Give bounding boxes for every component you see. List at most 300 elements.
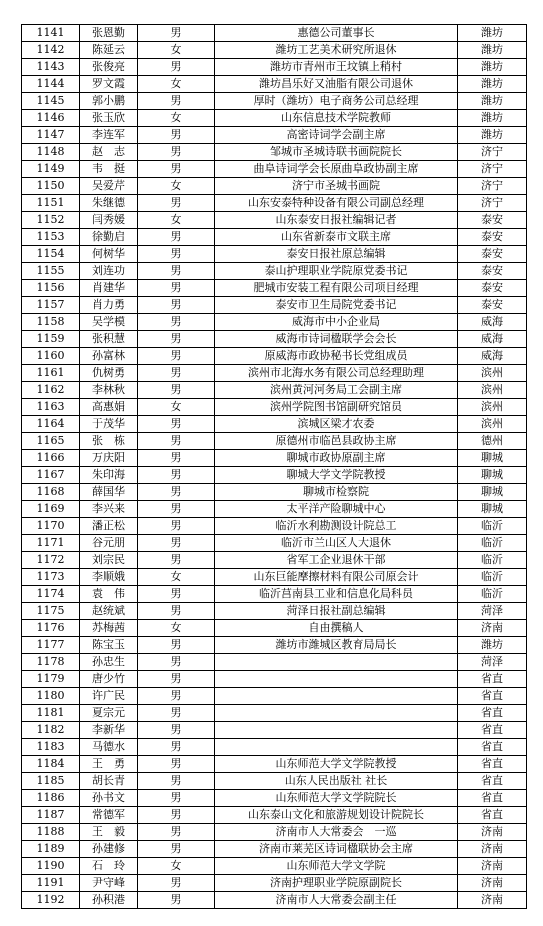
member-name: 马德水	[80, 739, 138, 756]
member-gender: 男	[138, 314, 215, 331]
member-region: 滨州	[458, 365, 527, 382]
member-region: 聊城	[458, 484, 527, 501]
member-unit: 滨州学院图书馆副研究馆员	[215, 399, 458, 416]
member-gender: 男	[138, 535, 215, 552]
member-region: 省直	[458, 807, 527, 824]
member-gender: 男	[138, 705, 215, 722]
member-region: 济宁	[458, 144, 527, 161]
member-unit: 原威海市政协秘书长党组成员	[215, 348, 458, 365]
member-gender: 女	[138, 76, 215, 93]
member-number: 1165	[22, 433, 80, 450]
table-row	[22, 807, 527, 824]
member-region: 济南	[458, 875, 527, 892]
member-number: 1158	[22, 314, 80, 331]
member-unit: 山东省新泰市文联主席	[215, 229, 458, 246]
member-unit: 潍坊昌乐好又油脂有限公司退休	[215, 76, 458, 93]
member-gender: 男	[138, 348, 215, 365]
member-region: 省直	[458, 705, 527, 722]
member-region: 聊城	[458, 501, 527, 518]
member-number: 1155	[22, 263, 80, 280]
table-row	[22, 229, 527, 246]
member-gender: 女	[138, 110, 215, 127]
member-gender: 女	[138, 858, 215, 875]
member-name: 王 毅	[80, 824, 138, 841]
member-number: 1185	[22, 773, 80, 790]
member-unit: 山东师范大学文学院	[215, 858, 458, 875]
member-region: 潍坊	[458, 25, 527, 42]
member-unit: 山东巨能摩擦材料有限公司原会计	[215, 569, 458, 586]
member-number: 1150	[22, 178, 80, 195]
member-name: 孙积港	[80, 892, 138, 909]
member-number: 1149	[22, 161, 80, 178]
table-row	[22, 569, 527, 586]
member-name: 刘宗民	[80, 552, 138, 569]
member-number: 1143	[22, 59, 80, 76]
member-number: 1182	[22, 722, 80, 739]
member-unit: 潍坊工艺美术研究所退休	[215, 42, 458, 59]
member-region: 临沂	[458, 552, 527, 569]
member-unit: 肥城市安装工程有限公司项目经理	[215, 280, 458, 297]
member-unit: 济南市人大常委会副主任	[215, 892, 458, 909]
table-row	[22, 382, 527, 399]
table-row	[22, 858, 527, 875]
member-unit: 济南护理职业学院原副院长	[215, 875, 458, 892]
table-row	[22, 705, 527, 722]
member-gender: 男	[138, 93, 215, 110]
member-unit: 聊城市政协原副主席	[215, 450, 458, 467]
table-row	[22, 688, 527, 705]
table-row	[22, 110, 527, 127]
member-number: 1148	[22, 144, 80, 161]
member-name: 李兴来	[80, 501, 138, 518]
member-name: 徐勤启	[80, 229, 138, 246]
member-number: 1153	[22, 229, 80, 246]
member-region: 潍坊	[458, 127, 527, 144]
table-row	[22, 93, 527, 110]
table-row	[22, 212, 527, 229]
member-gender: 男	[138, 263, 215, 280]
member-unit: 潍坊市潍城区教育局局长	[215, 637, 458, 654]
member-unit: 滨州市北海水务有限公司总经理助理	[215, 365, 458, 382]
member-number: 1152	[22, 212, 80, 229]
member-region: 济南	[458, 841, 527, 858]
member-gender: 男	[138, 127, 215, 144]
member-region: 潍坊	[458, 42, 527, 59]
member-region: 省直	[458, 773, 527, 790]
member-number: 1167	[22, 467, 80, 484]
member-number: 1186	[22, 790, 80, 807]
table-row	[22, 637, 527, 654]
member-unit	[215, 671, 458, 688]
table-row	[22, 671, 527, 688]
table-row	[22, 620, 527, 637]
table-row	[22, 875, 527, 892]
member-unit: 临沂莒南县工业和信息化局科员	[215, 586, 458, 603]
table-row	[22, 535, 527, 552]
member-region: 滨州	[458, 416, 527, 433]
member-name: 孙富林	[80, 348, 138, 365]
member-unit: 厚时（潍坊）电子商务公司总经理	[215, 93, 458, 110]
member-region: 威海	[458, 348, 527, 365]
table-row	[22, 739, 527, 756]
table-row	[22, 280, 527, 297]
member-name: 韦 挺	[80, 161, 138, 178]
table-row	[22, 722, 527, 739]
member-name: 吴爱芹	[80, 178, 138, 195]
member-gender: 男	[138, 892, 215, 909]
member-region: 潍坊	[458, 93, 527, 110]
member-number: 1145	[22, 93, 80, 110]
table-row	[22, 484, 527, 501]
member-gender: 男	[138, 637, 215, 654]
member-gender: 男	[138, 484, 215, 501]
member-number: 1190	[22, 858, 80, 875]
member-name: 李林秋	[80, 382, 138, 399]
member-gender: 男	[138, 382, 215, 399]
table-row	[22, 59, 527, 76]
member-name: 肖力勇	[80, 297, 138, 314]
member-gender: 男	[138, 671, 215, 688]
member-number: 1146	[22, 110, 80, 127]
table-row	[22, 450, 527, 467]
member-gender: 男	[138, 841, 215, 858]
member-unit: 山东师范大学文学院教授	[215, 756, 458, 773]
member-unit: 原德州市临邑县政协主席	[215, 433, 458, 450]
member-number: 1164	[22, 416, 80, 433]
member-name: 闫秀媛	[80, 212, 138, 229]
member-number: 1179	[22, 671, 80, 688]
member-region: 潍坊	[458, 59, 527, 76]
table-row	[22, 518, 527, 535]
member-number: 1184	[22, 756, 80, 773]
member-region: 菏泽	[458, 654, 527, 671]
member-name: 常德军	[80, 807, 138, 824]
member-gender: 男	[138, 790, 215, 807]
table-row	[22, 773, 527, 790]
member-unit: 山东安泰特种设备有限公司副总经理	[215, 195, 458, 212]
member-name: 孙忠生	[80, 654, 138, 671]
member-number: 1151	[22, 195, 80, 212]
member-name: 赵统斌	[80, 603, 138, 620]
member-unit: 泰山护理职业学院原党委书记	[215, 263, 458, 280]
table-row	[22, 586, 527, 603]
member-name: 郭小鹏	[80, 93, 138, 110]
member-region: 泰安	[458, 212, 527, 229]
member-name: 谷元朋	[80, 535, 138, 552]
member-gender: 男	[138, 501, 215, 518]
member-gender: 男	[138, 654, 215, 671]
member-region: 泰安	[458, 263, 527, 280]
member-region: 泰安	[458, 280, 527, 297]
member-number: 1169	[22, 501, 80, 518]
member-unit: 山东师范大学文学院院长	[215, 790, 458, 807]
member-name: 孙书文	[80, 790, 138, 807]
member-gender: 男	[138, 552, 215, 569]
member-gender: 男	[138, 229, 215, 246]
member-region: 省直	[458, 756, 527, 773]
member-number: 1168	[22, 484, 80, 501]
member-number: 1160	[22, 348, 80, 365]
member-gender: 男	[138, 144, 215, 161]
member-region: 济南	[458, 892, 527, 909]
table-row	[22, 467, 527, 484]
member-name: 唐少竹	[80, 671, 138, 688]
member-number: 1161	[22, 365, 80, 382]
member-name: 王 勇	[80, 756, 138, 773]
member-unit: 滨城区梁才农委	[215, 416, 458, 433]
member-gender: 男	[138, 807, 215, 824]
member-number: 1188	[22, 824, 80, 841]
member-number: 1166	[22, 450, 80, 467]
table-row	[22, 654, 527, 671]
member-unit: 泰安日报社原总编辑	[215, 246, 458, 263]
member-region: 泰安	[458, 246, 527, 263]
member-unit: 临沂水利勘测设计院总工	[215, 518, 458, 535]
table-row	[22, 348, 527, 365]
member-unit	[215, 688, 458, 705]
member-number: 1178	[22, 654, 80, 671]
member-name: 朱印海	[80, 467, 138, 484]
member-unit: 济南市人大常委会 一巡	[215, 824, 458, 841]
member-gender: 男	[138, 739, 215, 756]
table-row	[22, 892, 527, 909]
member-number: 1180	[22, 688, 80, 705]
table-row	[22, 144, 527, 161]
table-row	[22, 756, 527, 773]
member-name: 陈延云	[80, 42, 138, 59]
member-number: 1187	[22, 807, 80, 824]
member-unit	[215, 705, 458, 722]
member-region: 省直	[458, 790, 527, 807]
member-gender: 男	[138, 297, 215, 314]
table-row	[22, 790, 527, 807]
member-region: 泰安	[458, 229, 527, 246]
member-region: 济宁	[458, 178, 527, 195]
member-region: 济南	[458, 858, 527, 875]
table-row	[22, 501, 527, 518]
member-gender: 男	[138, 331, 215, 348]
member-name: 苏梅茜	[80, 620, 138, 637]
member-unit: 邹城市圣城诗联书画院院长	[215, 144, 458, 161]
member-number: 1147	[22, 127, 80, 144]
member-number: 1170	[22, 518, 80, 535]
member-name: 何树华	[80, 246, 138, 263]
member-region: 省直	[458, 739, 527, 756]
member-unit: 济宁市圣城书画院	[215, 178, 458, 195]
table-row	[22, 297, 527, 314]
member-gender: 男	[138, 246, 215, 263]
member-name: 肖建华	[80, 280, 138, 297]
member-number: 1174	[22, 586, 80, 603]
member-name: 仇树勇	[80, 365, 138, 382]
member-gender: 男	[138, 25, 215, 42]
member-gender: 女	[138, 620, 215, 637]
member-region: 威海	[458, 314, 527, 331]
member-number: 1154	[22, 246, 80, 263]
member-number: 1189	[22, 841, 80, 858]
member-number: 1162	[22, 382, 80, 399]
member-region: 省直	[458, 671, 527, 688]
member-unit: 聊城大学文学院教授	[215, 467, 458, 484]
member-region: 菏泽	[458, 603, 527, 620]
member-name: 高惠娟	[80, 399, 138, 416]
member-name: 吴学模	[80, 314, 138, 331]
member-unit: 太平洋产险聊城中心	[215, 501, 458, 518]
member-number: 1192	[22, 892, 80, 909]
member-number: 1183	[22, 739, 80, 756]
member-gender: 男	[138, 518, 215, 535]
member-gender: 女	[138, 212, 215, 229]
member-region: 滨州	[458, 382, 527, 399]
member-name: 李顺娥	[80, 569, 138, 586]
table-row	[22, 365, 527, 382]
member-number: 1191	[22, 875, 80, 892]
member-region: 潍坊	[458, 110, 527, 127]
member-region: 省直	[458, 722, 527, 739]
member-number: 1163	[22, 399, 80, 416]
table-row	[22, 42, 527, 59]
table-row	[22, 552, 527, 569]
member-number: 1173	[22, 569, 80, 586]
member-unit: 威海市中小企业局	[215, 314, 458, 331]
member-unit: 菏泽日报社副总编辑	[215, 603, 458, 620]
table-row	[22, 25, 527, 42]
table-row	[22, 76, 527, 93]
member-unit: 滨州黄河河务局工会副主席	[215, 382, 458, 399]
member-gender: 男	[138, 161, 215, 178]
member-gender: 男	[138, 875, 215, 892]
member-unit: 泰安市卫生局院党委书记	[215, 297, 458, 314]
table-row	[22, 263, 527, 280]
member-region: 滨州	[458, 399, 527, 416]
member-unit: 山东泰山文化和旅游规划设计院院长	[215, 807, 458, 824]
member-number: 1144	[22, 76, 80, 93]
member-region: 济宁	[458, 195, 527, 212]
member-name: 许广民	[80, 688, 138, 705]
table-row	[22, 416, 527, 433]
member-gender: 女	[138, 569, 215, 586]
member-unit: 济南市莱芜区诗词楹联协会主席	[215, 841, 458, 858]
member-gender: 女	[138, 178, 215, 195]
member-unit: 潍坊市青州市王坟镇上稍村	[215, 59, 458, 76]
member-gender: 男	[138, 603, 215, 620]
member-gender: 女	[138, 399, 215, 416]
member-unit: 山东信息技术学院教师	[215, 110, 458, 127]
member-gender: 男	[138, 824, 215, 841]
member-name: 张玉欣	[80, 110, 138, 127]
member-number: 1176	[22, 620, 80, 637]
member-region: 聊城	[458, 450, 527, 467]
member-gender: 男	[138, 450, 215, 467]
table-row	[22, 314, 527, 331]
member-region: 临沂	[458, 586, 527, 603]
member-unit	[215, 739, 458, 756]
member-gender: 男	[138, 433, 215, 450]
table-row	[22, 127, 527, 144]
member-gender: 男	[138, 365, 215, 382]
member-region: 威海	[458, 331, 527, 348]
table-row	[22, 195, 527, 212]
member-region: 临沂	[458, 569, 527, 586]
member-name: 罗文霞	[80, 76, 138, 93]
member-number: 1142	[22, 42, 80, 59]
member-number: 1159	[22, 331, 80, 348]
member-number: 1141	[22, 25, 80, 42]
member-number: 1172	[22, 552, 80, 569]
table-row	[22, 331, 527, 348]
table-row	[22, 178, 527, 195]
member-gender: 男	[138, 586, 215, 603]
member-region: 潍坊	[458, 76, 527, 93]
member-name: 孙建修	[80, 841, 138, 858]
member-name: 张俊亮	[80, 59, 138, 76]
member-name: 万庆阳	[80, 450, 138, 467]
member-region: 济宁	[458, 161, 527, 178]
member-number: 1156	[22, 280, 80, 297]
member-gender: 男	[138, 195, 215, 212]
member-unit: 威海市诗词楹联学会会长	[215, 331, 458, 348]
member-name: 夏宗元	[80, 705, 138, 722]
member-region: 泰安	[458, 297, 527, 314]
member-name: 胡长青	[80, 773, 138, 790]
member-region: 临沂	[458, 535, 527, 552]
member-name: 潘正松	[80, 518, 138, 535]
member-name: 张 栋	[80, 433, 138, 450]
member-gender: 男	[138, 416, 215, 433]
member-gender: 男	[138, 722, 215, 739]
member-name: 薛国华	[80, 484, 138, 501]
member-region: 潍坊	[458, 637, 527, 654]
member-name: 石 玲	[80, 858, 138, 875]
member-number: 1177	[22, 637, 80, 654]
member-region: 德州	[458, 433, 527, 450]
member-name: 赵 志	[80, 144, 138, 161]
member-unit: 高密诗词学会副主席	[215, 127, 458, 144]
member-number: 1157	[22, 297, 80, 314]
member-unit: 山东泰安日报社编辑记者	[215, 212, 458, 229]
table-row	[22, 603, 527, 620]
table-row	[22, 433, 527, 450]
table-row	[22, 161, 527, 178]
member-name: 张恩勤	[80, 25, 138, 42]
member-gender: 男	[138, 756, 215, 773]
member-unit	[215, 654, 458, 671]
member-unit	[215, 722, 458, 739]
member-unit: 聊城市检察院	[215, 484, 458, 501]
member-gender: 男	[138, 467, 215, 484]
member-name: 刘连功	[80, 263, 138, 280]
member-region: 聊城	[458, 467, 527, 484]
member-number: 1171	[22, 535, 80, 552]
member-name: 朱继德	[80, 195, 138, 212]
member-name: 于茂华	[80, 416, 138, 433]
member-unit: 惠德公司董事长	[215, 25, 458, 42]
member-name: 尹守峰	[80, 875, 138, 892]
member-unit: 省军工企业退休干部	[215, 552, 458, 569]
member-gender: 男	[138, 280, 215, 297]
member-unit: 临沂市兰山区人大退休	[215, 535, 458, 552]
member-region: 济南	[458, 824, 527, 841]
member-list-body	[22, 25, 527, 909]
table-row	[22, 246, 527, 263]
member-number: 1175	[22, 603, 80, 620]
table-row	[22, 824, 527, 841]
member-region: 临沂	[458, 518, 527, 535]
member-unit: 自由撰稿人	[215, 620, 458, 637]
table-row	[22, 399, 527, 416]
member-unit: 山东人民出版社 社长	[215, 773, 458, 790]
member-region: 省直	[458, 688, 527, 705]
